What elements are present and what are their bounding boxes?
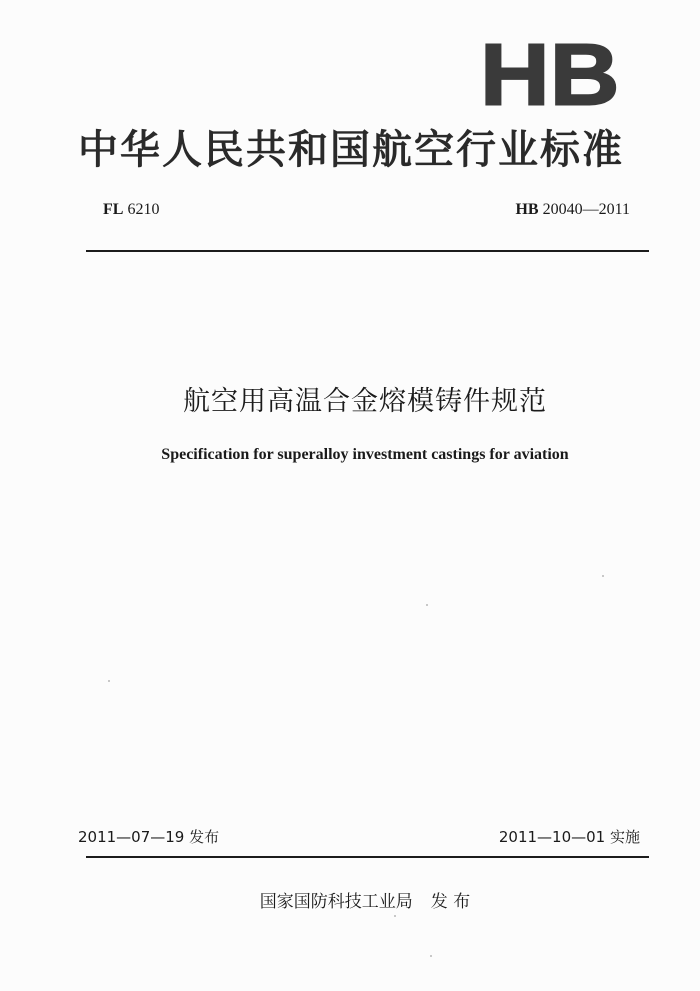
hb-logo: HB: [480, 26, 620, 124]
implementation-date: 2011—10—01 实施: [498, 828, 640, 846]
top-divider: [86, 250, 649, 252]
bottom-divider: [86, 856, 649, 858]
scan-speck: [394, 915, 396, 917]
fl-classification-code: [103, 201, 159, 219]
fl-number: 6210: [127, 201, 160, 218]
scan-speck: [108, 680, 110, 682]
issue-date: 2011—07—19 发布: [78, 828, 220, 846]
standard-type-heading: 中华人民共和国航空行业标准: [78, 127, 624, 173]
english-title: Specification for superalloy investment castings for aviation: [161, 446, 569, 463]
scan-speck: [602, 575, 604, 577]
hb-number: 20040—2011: [542, 201, 630, 218]
chinese-title: 航空用高温合金熔模铸件规范: [183, 386, 547, 417]
hb-prefix: HB: [515, 201, 539, 218]
hb-standard-number: [515, 201, 630, 219]
scan-speck: [426, 604, 428, 606]
issuer-action: 发 布: [430, 892, 471, 912]
issuer-line: [0, 887, 700, 912]
issuer-name: 国家国防科技工业局: [259, 892, 413, 912]
fl-prefix: FL: [103, 201, 124, 218]
scan-speck: [430, 955, 432, 957]
